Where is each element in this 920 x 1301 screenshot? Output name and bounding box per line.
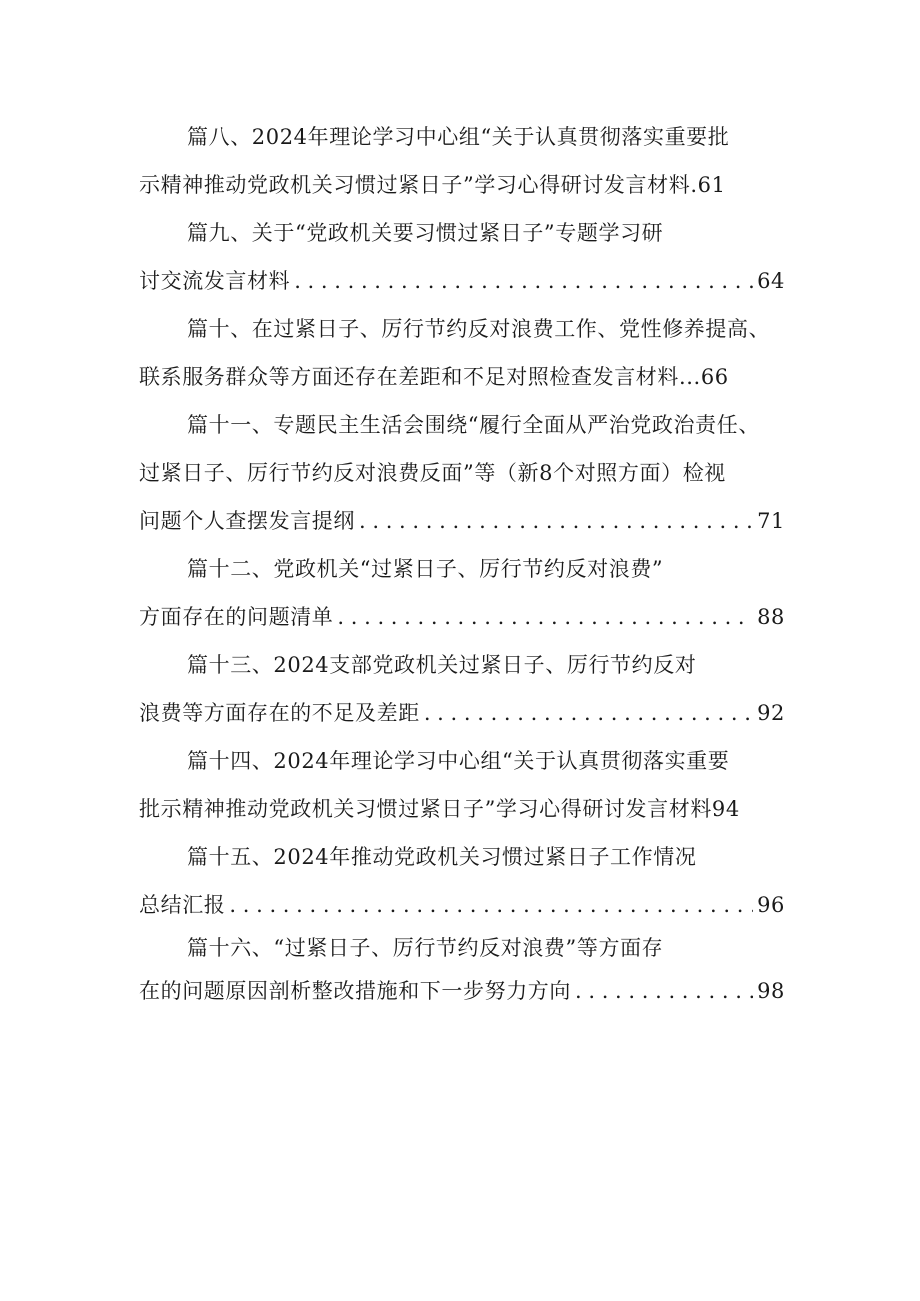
toc-entry[interactable] bbox=[139, 641, 785, 737]
toc-entry-title-line: 篇十、在过紧日子、厉行节约反对浪费工作、党性修养提高、 bbox=[187, 317, 771, 341]
toc-dot-leader bbox=[337, 593, 753, 641]
toc-dot-leader bbox=[229, 881, 753, 929]
toc-entry[interactable] bbox=[139, 545, 785, 641]
toc-entry-title-line: 批示精神推动党政机关习惯过紧日子”学习心得研讨发言材料94 bbox=[139, 797, 740, 821]
toc-entry-title-line: 篇十二、党政机关“过紧日子、厉行节约反对浪费” bbox=[187, 557, 664, 581]
toc-dot-leader bbox=[575, 967, 753, 1015]
toc-entry-page-number: 66 bbox=[700, 365, 729, 389]
toc-entry-title-line bbox=[139, 497, 785, 545]
toc-entry-title-line: 篇十六、“过紧日子、厉行节约反对浪费”等方面存 bbox=[187, 936, 664, 960]
toc-entry-title-text: 方面存在的问题清单 bbox=[139, 605, 334, 629]
toc-entry[interactable] bbox=[139, 737, 785, 833]
toc-entry-page-number: 96 bbox=[757, 893, 785, 917]
toc-entry[interactable] bbox=[139, 113, 785, 209]
toc-entry-title-line: 篇九、关于“党政机关要习惯过紧日子”专题学习研 bbox=[187, 221, 664, 245]
toc-entry-title-text: 问题个人查摆发言提纲 bbox=[139, 509, 355, 533]
toc-entry-title-text: 浪费等方面存在的不足及差距 bbox=[139, 701, 420, 725]
toc-entry-page-number: 92 bbox=[757, 701, 785, 725]
toc-entry-title-line: 篇八、2024年理论学习中心组“关于认真贯彻落实重要批 bbox=[187, 125, 730, 149]
toc-entry-page-number: 61 bbox=[697, 173, 726, 197]
toc-entry-title-line: 篇十一、专题民主生活会围绕“履行全面从严治党政治责任、 bbox=[187, 413, 760, 437]
toc-entry-title-line: 篇十五、2024年推动党政机关习惯过紧日子工作情况 bbox=[187, 845, 697, 869]
toc-entry-title-line bbox=[139, 967, 785, 1015]
toc-entry-title-line: 篇十三、2024支部党政机关过紧日子、厉行节约反对 bbox=[187, 653, 697, 677]
toc-entry-title-text: 总结汇报 bbox=[139, 893, 226, 917]
toc-entry-title-text: 联系服务群众等方面还存在差距和不足对照检查发言材料 bbox=[139, 365, 679, 389]
toc-entry-title-line bbox=[139, 257, 785, 305]
toc-entry-page-number: 88 bbox=[757, 605, 785, 629]
toc-entry-title-line: 过紧日子、厉行节约反对浪费反面”等（新8个对照方面）检视 bbox=[139, 461, 726, 485]
toc-entry-title-line bbox=[139, 161, 785, 209]
toc-entry-leader: ... bbox=[679, 365, 701, 389]
toc-entry[interactable] bbox=[139, 305, 785, 401]
toc-entry-title-line bbox=[139, 881, 785, 929]
toc-entry-title-text: 在的问题原因剖析整改措施和下一步努力方向 bbox=[139, 979, 571, 1003]
table-of-contents bbox=[139, 113, 785, 1015]
toc-dot-leader bbox=[294, 257, 753, 305]
toc-entry-title-line bbox=[139, 593, 785, 641]
toc-entry-title-line bbox=[139, 689, 785, 737]
toc-entry[interactable] bbox=[139, 833, 785, 929]
toc-entry-page-number: 71 bbox=[757, 509, 785, 533]
toc-entry-leader: . bbox=[690, 173, 698, 197]
toc-entry-title-line bbox=[139, 353, 785, 401]
toc-dot-leader bbox=[359, 497, 753, 545]
toc-entry-title-text: 讨交流发言材料 bbox=[139, 269, 291, 293]
toc-entry[interactable] bbox=[139, 401, 785, 545]
toc-entry[interactable] bbox=[139, 929, 785, 1015]
toc-dot-leader bbox=[424, 689, 753, 737]
toc-entry-title-text: 示精神推动党政机关习惯过紧日子”学习心得研讨发言材料 bbox=[139, 173, 691, 197]
toc-entry-page-number: 64 bbox=[757, 269, 785, 293]
toc-entry-page-number: 98 bbox=[757, 979, 785, 1003]
toc-entry-title-line: 篇十四、2024年理论学习中心组“关于认真贯彻落实重要 bbox=[187, 749, 730, 773]
toc-entry[interactable] bbox=[139, 209, 785, 305]
